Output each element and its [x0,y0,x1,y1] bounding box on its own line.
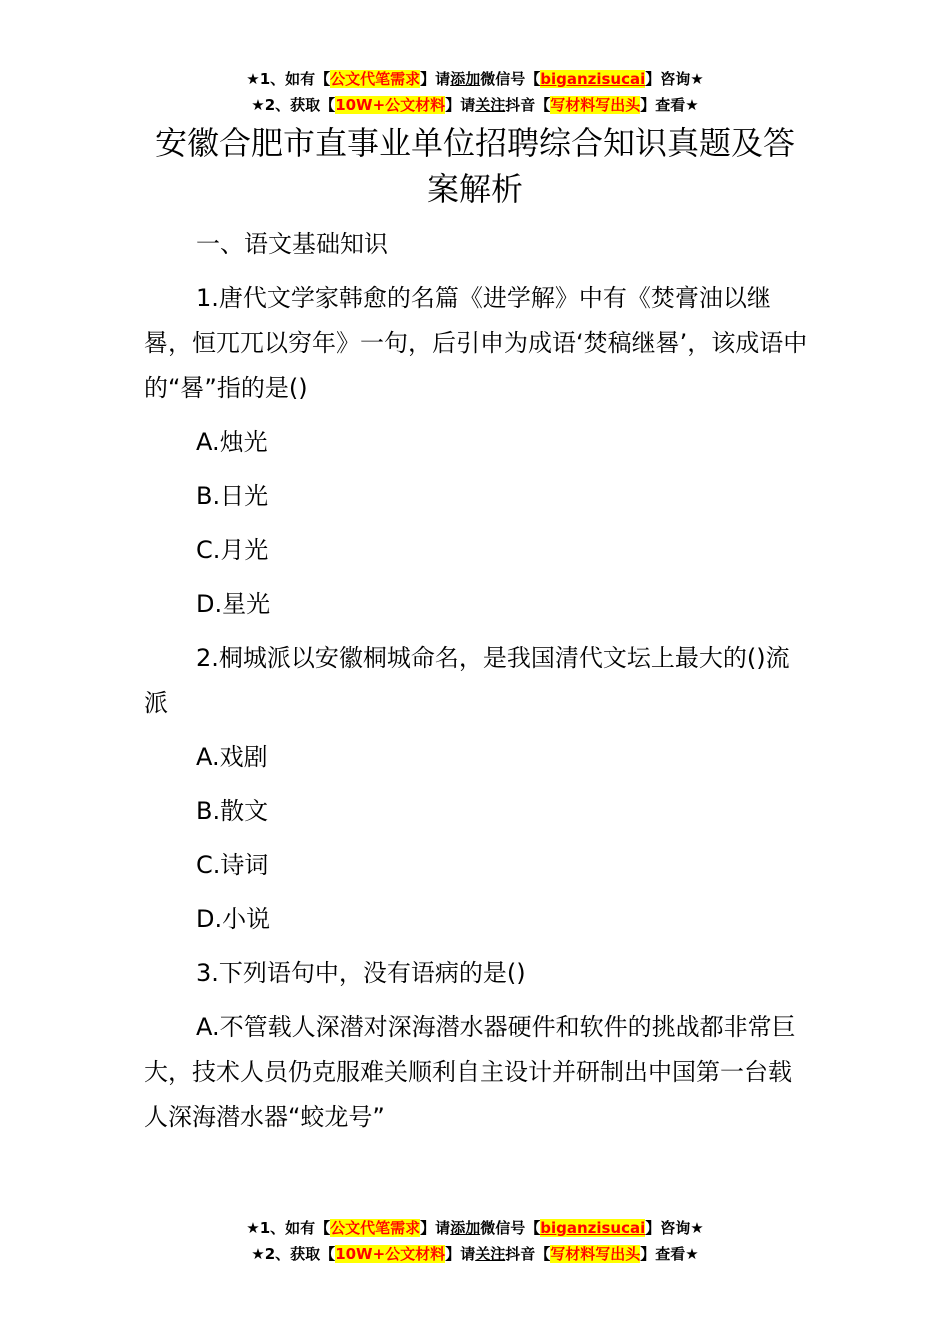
document-body [144,222,810,1149]
promo-text: ★1、如有【 [246,70,331,88]
promo-text: 】请 [420,1219,451,1237]
promo-text: 】咨询★ [645,70,704,88]
question-option: A.戏剧 [196,743,268,771]
question-stem: 3.下列语句中，没有语病的是() [196,959,526,987]
promo-header [0,66,950,118]
promo-text: 】查看★ [640,96,699,114]
question-option: C.诗词 [196,851,269,879]
promo-line-1 [0,66,950,92]
promo-text: 】咨询★ [645,1219,704,1237]
promo-underline-follow: 关注 [475,1245,506,1263]
promo-text: ★1、如有【 [246,1219,331,1237]
promo-wechat-id: biganzisucai [540,70,646,88]
promo-text: 】查看★ [640,1245,699,1263]
promo-underline-add: 添加 [450,70,481,88]
section-heading: 一、语文基础知识 [196,230,388,258]
question-stem: 1.唐代文学家韩愈的名篇《进学解》中有《焚膏油以继晷，恒兀兀以穷年》一句，后引申为成语‘焚稿继晷’，该成语中的“晷”指的是() [144,284,808,402]
promo-highlight-material: 10W+公文材料 [335,1245,446,1263]
promo-line-2 [0,1241,950,1267]
promo-text: 微信号【 [480,1219,541,1237]
document-title: 安徽合肥市直事业单位招聘综合知识真题及答案解析 [154,124,795,208]
promo-text: ★2、获取【 [251,96,336,114]
promo-line-2 [0,92,950,118]
promo-line-1 [0,1215,950,1241]
question-option: D.小说 [196,905,271,933]
promo-highlight-service: 公文代笔需求 [330,1219,421,1237]
promo-highlight-service: 公文代笔需求 [330,70,421,88]
promo-footer [0,1215,950,1267]
question-stem: 2.桐城派以安徽桐城命名，是我国清代文坛上最大的()流派 [144,644,790,717]
promo-wechat-id: biganzisucai [540,1219,646,1237]
promo-text: 抖音【 [505,1245,551,1263]
promo-text: 微信号【 [480,70,541,88]
question-option: D.星光 [196,590,271,618]
question-option: A.烛光 [196,428,268,456]
promo-highlight-material: 10W+公文材料 [335,96,446,114]
promo-text: 】请 [420,70,451,88]
promo-text: 抖音【 [505,96,551,114]
question-option: C.月光 [196,536,269,564]
question-option: B.日光 [196,482,269,510]
promo-douyin-id: 写材料写出头 [550,96,641,114]
question-option: B.散文 [196,797,269,825]
promo-text: 】请 [445,96,476,114]
promo-underline-add: 添加 [450,1219,481,1237]
promo-underline-follow: 关注 [475,96,506,114]
promo-text: 】请 [445,1245,476,1263]
promo-text: ★2、获取【 [251,1245,336,1263]
question-option: A.不管载人深潜对深海潜水器硬件和软件的挑战都非常巨大，技术人员仍克服难关顺利自主设计并研制出中国第一台载人深海潜水器“蛟龙号” [144,1013,796,1131]
promo-douyin-id: 写材料写出头 [550,1245,641,1263]
